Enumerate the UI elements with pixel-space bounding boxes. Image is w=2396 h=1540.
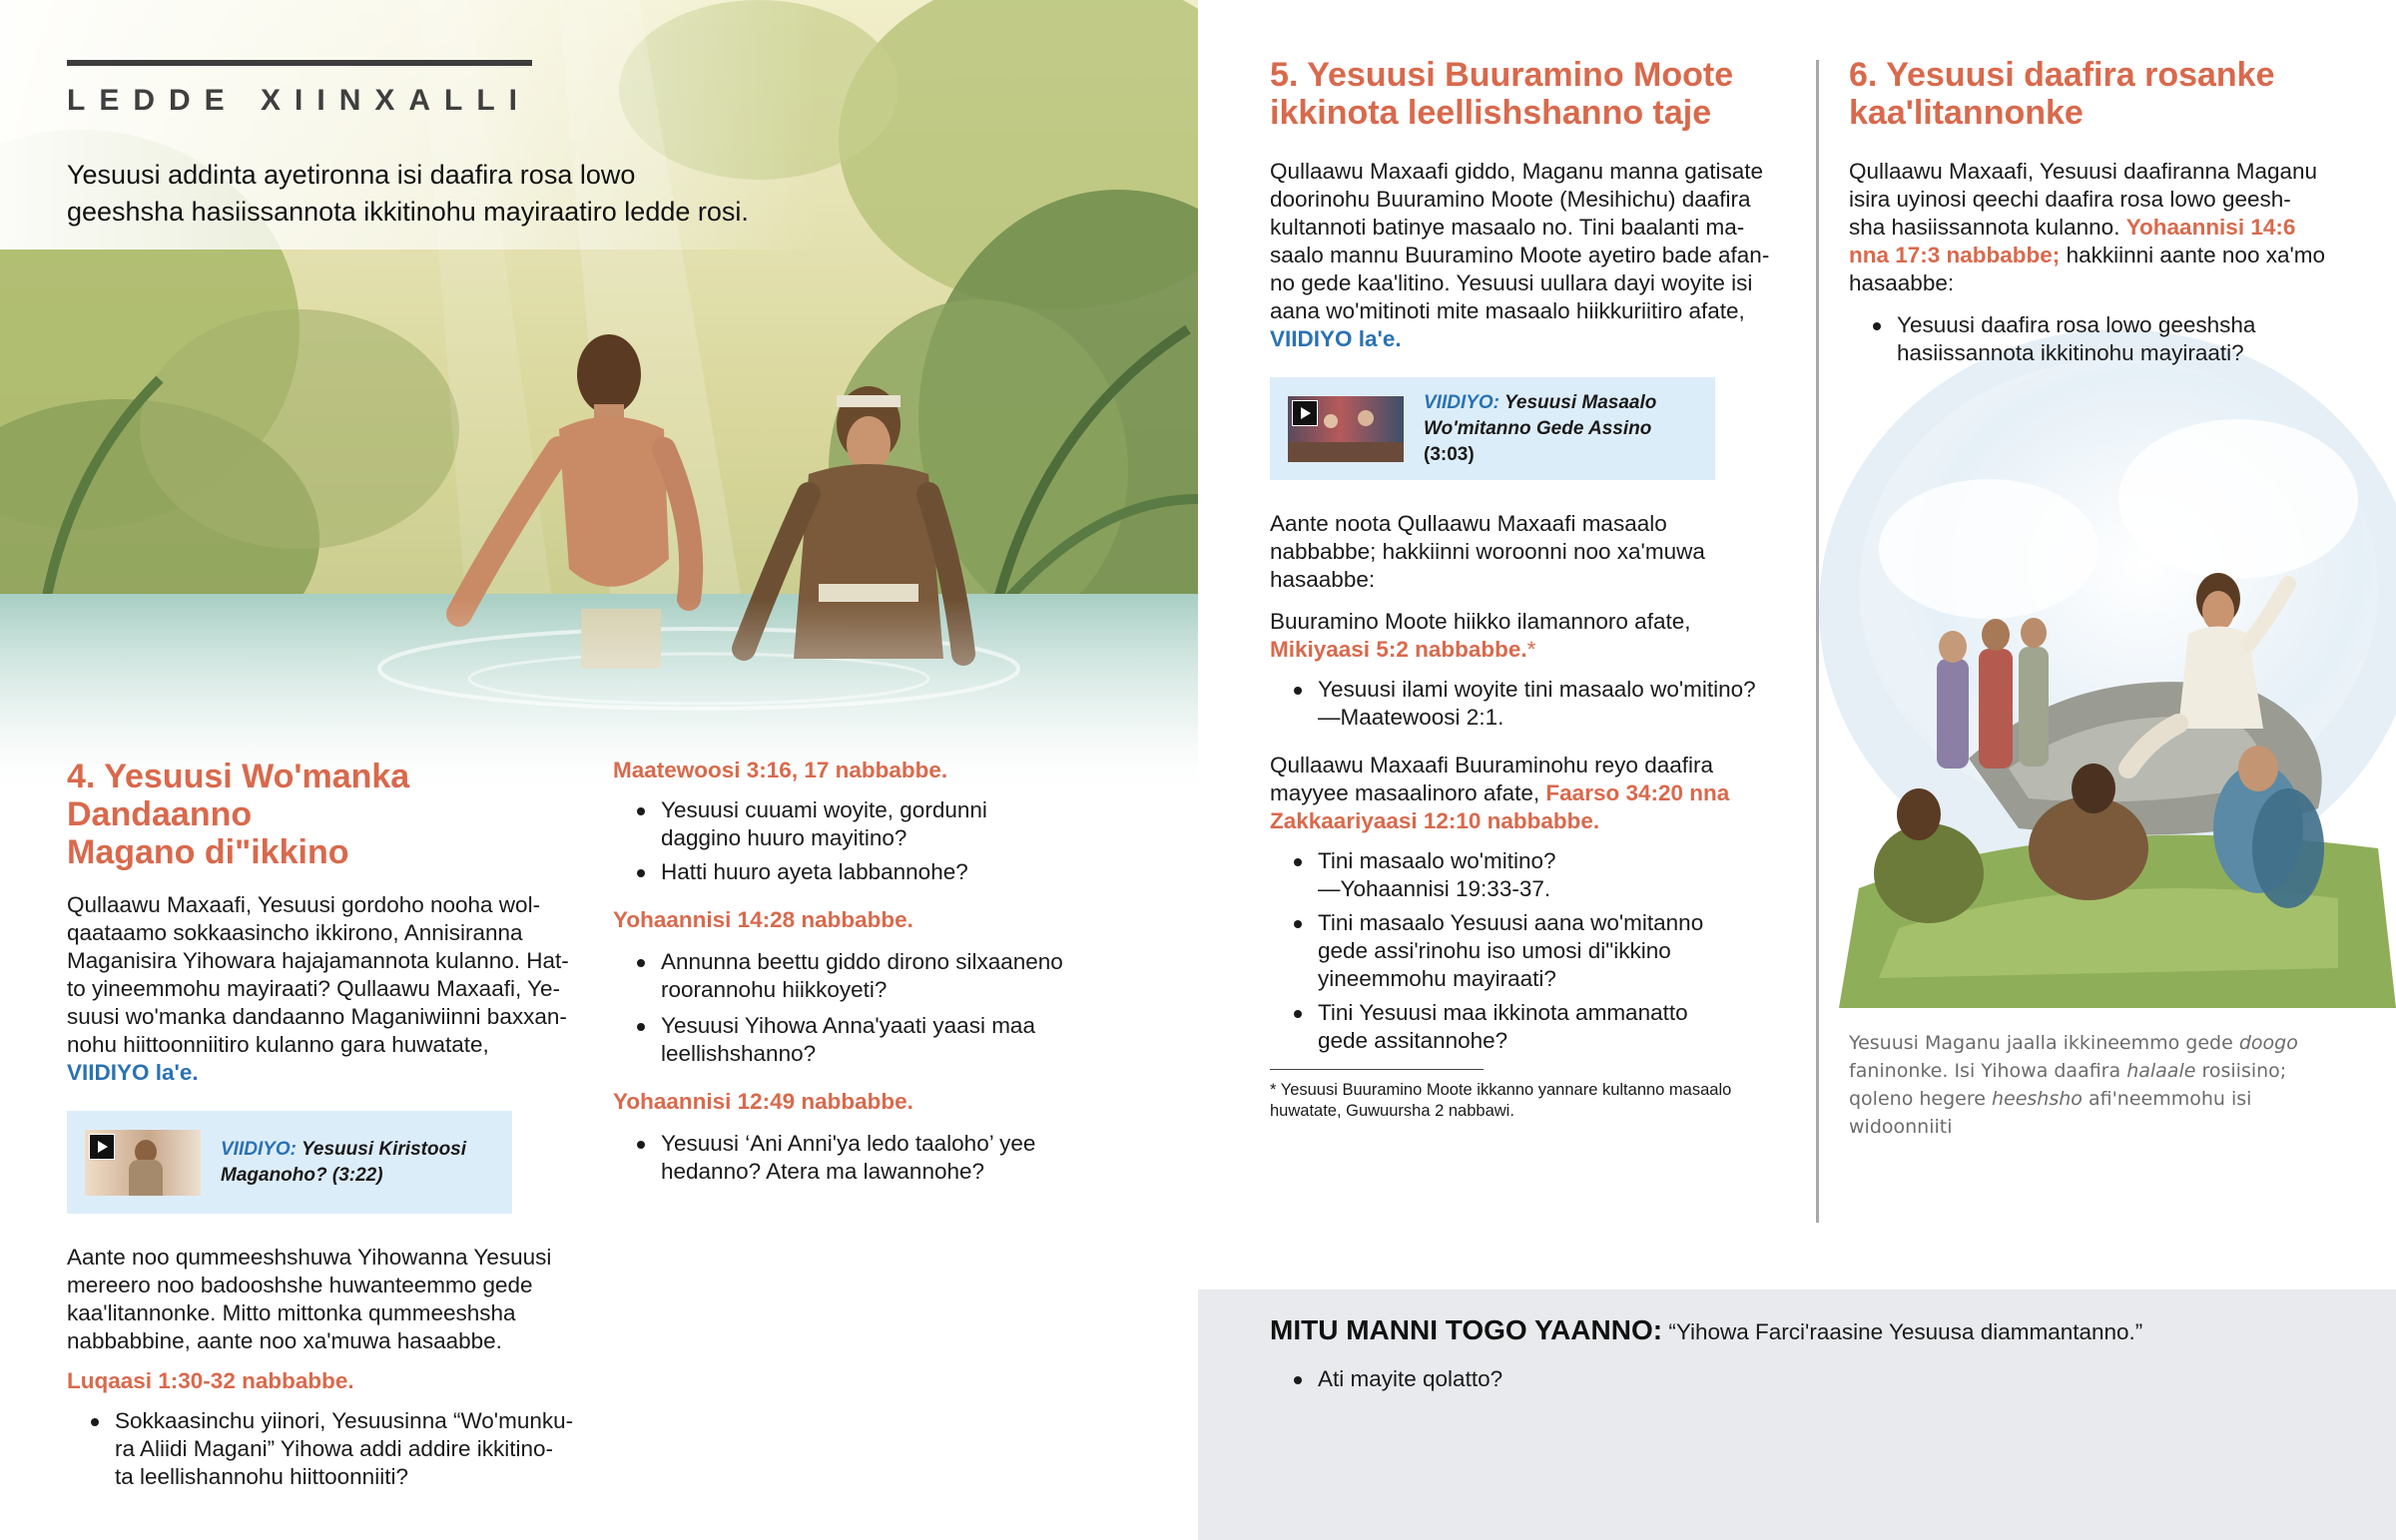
question-item: Tini masaalo Yesuusi aana wo'mitanno gede assi'rinohu iso umosi di"ikkino yineemmohu mayiraati? xyxy=(1270,909,1809,993)
question-item: Yesuusi daafira rosa lowo geeshsha hasiissannota ikkitinohu mayiraati? xyxy=(1849,311,2368,367)
section-4-col2 xyxy=(613,757,1172,1186)
scripture-ref[interactable]: Zakkaariyaasi 12:10 nabbabbe. xyxy=(1270,808,1600,833)
teaching-illustration xyxy=(1819,329,2396,1008)
scripture-ref[interactable]: nna 17:3 nabbabbe; xyxy=(1849,243,2061,267)
scripture-ref[interactable]: Faarso 34:20 nna xyxy=(1545,780,1730,805)
section-4-paragraph-2: Aante noo qummeeshshuwa Yihowanna Yesuusi mereero noo badooshshe huwanteemmo gede kaa'litannonke. Mitto mittonka qummeeshsha nabbabbine, aante noo xa'muwa hasaabbe. xyxy=(67,1245,552,1353)
question-item: Tini masaalo wo'mitino? —Yohaannisi 19:33-37. xyxy=(1270,847,1809,903)
question-list xyxy=(67,1407,586,1491)
play-icon[interactable] xyxy=(1292,400,1318,426)
video-card-2[interactable]: VIIDIYO: Yesuusi Masaalo Wo'mitanno Gede Assino (3:03) xyxy=(1270,377,1715,480)
footnote-mark[interactable]: * xyxy=(1526,637,1536,662)
section-6-paragraph: Qullaawu Maxaafi, Yesuusi daafiranna Maganu isira uyinosi qeechi daafira rosa lowo geesh- sha hasiissannota kulanno. Yohaannisi 14:6 nna 17:3 nabbabbe; hakkiinni aante noo xa'mo hasaabbe: xyxy=(1849,159,2326,295)
footnote-rule xyxy=(1270,1069,1484,1070)
question-item: Sokkaasinchu yiinori, Yesuusinna “Wo'munku- ra Aliidi Magani” Yihowa addi addire ikkitino- ta leellishannohu hiittoonniiti? xyxy=(67,1407,586,1491)
section-4-title: 4. Yesuusi Wo'manka Dandaanno Magano di"ikkino xyxy=(67,758,410,871)
footnote: * Yesuusi Buuramino Moote ikkanno yannare kultanno masaalo huwatate, Guwuursha 2 nabbawi. xyxy=(1270,1081,1732,1120)
question-item: Yesuusi Yihowa Anna'yaati yaasi maa leellishshanno? xyxy=(613,1012,1172,1068)
lesson-label: LEDDE XIINXALLI xyxy=(67,84,532,117)
section-5 xyxy=(1270,56,1809,1122)
scripture-ref[interactable]: Maatewoosi 3:16, 17 nabbabbe. xyxy=(613,758,948,782)
video-thumbnail[interactable] xyxy=(1288,396,1404,462)
question-item: Yesuusi ‘Ani Anni'ya ledo taaloho’ yee hedanno? Atera ma lawannohe? xyxy=(613,1130,1172,1186)
header-rule xyxy=(67,60,532,66)
section-6-title: 6. Yesuusi daafira rosanke kaa'litannonke xyxy=(1849,56,2275,132)
section-4-col1 xyxy=(67,758,586,1491)
question-item: Tini Yesuusi maa ikkinota ammanatto gede assitannohe? xyxy=(1270,999,1809,1055)
section-5-paragraph-2: Aante noota Qullaawu Maxaafi masaalo nabbabbe; hakkiinni woroonni noo xa'muwa hasaabbe: xyxy=(1270,511,1705,592)
question-item: Hatti huuro ayeta labbannohe? xyxy=(613,858,1172,886)
scripture-ref[interactable]: Mikiyaasi 5:2 nabbabbe. xyxy=(1270,637,1527,662)
section-5-paragraph-4: Qullaawu Maxaafi Buuraminohu reyo daafira mayyee masaalinoro afate, Faarso 34:20 nna Zakkaariyaasi 12:10 nabbabbe. xyxy=(1270,752,1809,835)
remember-quote: “Yihowa Farci'raasine Yesuusa diammantanno.” xyxy=(1668,1319,2143,1344)
question-item: Yesuusi cuuami woyite, gordunni daggino huuro mayitino? xyxy=(613,796,1172,852)
play-icon[interactable] xyxy=(89,1134,115,1160)
scripture-ref[interactable]: Luqaasi 1:30-32 nabbabbe. xyxy=(67,1368,354,1393)
remember-box xyxy=(1198,1289,2396,1540)
scripture-ref[interactable]: Yohaannisi 14:6 xyxy=(2125,215,2296,240)
intro-text: Yesuusi addinta ayetironna isi daafira rosa lowo geeshsha hasiissannota ikkitinohu mayiraatiro ledde rosi. xyxy=(67,160,749,227)
section-4-paragraph: Qullaawu Maxaafi, Yesuusi gordoho nooha wol- qaataamo sokkaasincho ikkirono, Annisiranna Maganisira Yihowara hajajamannota kulanno. Hat- to yineemmohu mayiraati? Qullaawu Maxaafi, Ye- suusi wo'manka dandaanno Maganiwiinni baxxan- nohu hiittoonniitiro kulanno gara huwatate, VIIDIYO la'e. xyxy=(67,891,586,1087)
scripture-ref[interactable]: Yohaannisi 12:49 nabbabbe. xyxy=(613,1089,913,1114)
section-6 xyxy=(1849,56,2368,367)
video-link[interactable]: VIIDIYO la'e. xyxy=(1270,326,1402,351)
question-item: Yesuusi ilami woyite tini masaalo wo'mitino? —Maatewoosi 2:1. xyxy=(1270,676,1809,732)
video-link[interactable]: VIIDIYO la'e. xyxy=(67,1060,199,1085)
baptism-illustration xyxy=(0,0,1198,798)
section-5-paragraph-3: Buuramino Moote hiikko ilamannoro afate, Mikiyaasi 5:2 nabbabbe.* xyxy=(1270,609,1691,662)
section-5-title: 5. Yesuusi Buuramino Moote ikkinota leellishshanno taje xyxy=(1270,56,1734,132)
illustration-caption: Yesuusi Maganu jaalla ikkineemmo gede doogo faninonke. Isi Yihowa daafira halaale rosiisino; qoleno hegere heeshsho afi'neemmohu isi widoonniiti xyxy=(1849,1032,2298,1138)
question-item: Annunna beettu giddo dirono silxaaneno roorannohu hiikkoyeti? xyxy=(613,948,1172,1004)
video-thumbnail[interactable] xyxy=(85,1130,201,1196)
video-card-1[interactable]: VIIDIYO: Yesuusi Kiristoosi Maganoho? (3:22) xyxy=(67,1111,512,1214)
section-5-paragraph: Qullaawu Maxaafi giddo, Maganu manna gatisate doorinohu Buuramino Moote (Mesihichu) daafira kultannoti batinye masaalo no. Tini baalanti ma- saalo mannu Buuramino Moote ayetiro bade afan- no gede kaa'litino. Yesuusi uullara dayi woyite isi aana wo'mitinoti mite masaalo hiikkuriitiro afate, VIIDIYO la'e. xyxy=(1270,158,1809,353)
scripture-ref[interactable]: Yohaannisi 14:28 nabbabbe. xyxy=(613,907,913,932)
remember-label: MITU MANNI TOGO YAANNO: xyxy=(1270,1314,1663,1345)
question-item: Ati mayite qolatto? xyxy=(1270,1365,1969,1393)
